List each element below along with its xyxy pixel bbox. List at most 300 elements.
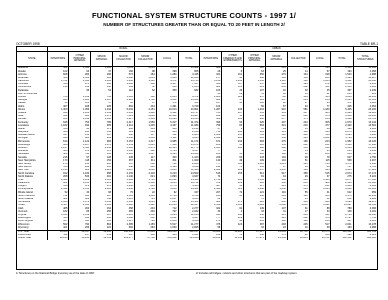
count-cell: 170 bbox=[47, 159, 69, 162]
count-cell: 154 bbox=[69, 134, 91, 137]
structure-counts-table bbox=[17, 47, 377, 240]
count-cell: 716 bbox=[200, 131, 222, 134]
count-cell: 1,391 bbox=[156, 105, 178, 108]
count-cell: 30 bbox=[200, 210, 222, 213]
count-cell: 1,160 bbox=[69, 172, 91, 175]
count-cell: 731 bbox=[156, 163, 178, 166]
count-cell: 311 bbox=[134, 159, 156, 162]
count-cell: 498 bbox=[134, 150, 156, 153]
count-cell: 68 bbox=[91, 191, 113, 194]
count-cell: 997 bbox=[91, 214, 113, 217]
count-cell: 676 bbox=[69, 185, 91, 188]
count-cell: 4 bbox=[222, 210, 244, 213]
count-cell: 212 bbox=[200, 234, 222, 237]
count-cell: 37 bbox=[91, 70, 113, 73]
count-cell: 1,658 bbox=[69, 80, 91, 83]
count-cell: 7,754 bbox=[353, 217, 377, 220]
count-cell: 4,372 bbox=[156, 80, 178, 83]
count-cell: 350 bbox=[244, 73, 266, 76]
count-cell: 62 bbox=[200, 198, 222, 201]
count-cell: 785 bbox=[91, 121, 113, 124]
count-cell: 102 bbox=[200, 105, 222, 108]
count-cell: 22 bbox=[134, 191, 156, 194]
count-cell: 14,040 bbox=[353, 214, 377, 217]
count-cell: 822 bbox=[69, 169, 91, 172]
count-cell: 413 bbox=[265, 214, 287, 217]
count-cell: 1,199 bbox=[69, 96, 91, 99]
count-cell: 293 bbox=[265, 223, 287, 226]
column-header: INTERSTATE bbox=[200, 52, 222, 67]
count-cell: 397 bbox=[91, 134, 113, 137]
count-cell: 407 bbox=[200, 185, 222, 188]
count-cell: 969 bbox=[265, 179, 287, 182]
count-cell: 551 bbox=[178, 102, 200, 105]
count-cell: 1,750 bbox=[353, 156, 377, 159]
count-cell: 95 bbox=[69, 89, 91, 92]
count-cell: 2,118 bbox=[134, 172, 156, 175]
count-cell: 5,222 bbox=[353, 175, 377, 178]
count-cell: 109 bbox=[244, 159, 266, 162]
count-cell: 14,500 bbox=[178, 172, 200, 175]
count-cell: 3,695 bbox=[331, 134, 353, 137]
count-cell: 2,621 bbox=[353, 234, 377, 237]
count-cell: 8,935 bbox=[353, 83, 377, 86]
count-cell: 248 bbox=[244, 234, 266, 237]
count-cell: 2,812 bbox=[69, 204, 91, 207]
count-cell: 1,149 bbox=[91, 112, 113, 115]
count-cell: 115 bbox=[309, 159, 331, 162]
count-cell: 166 bbox=[113, 70, 135, 73]
count-cell: 33 bbox=[287, 105, 309, 108]
count-cell: 1,174 bbox=[91, 115, 113, 118]
count-cell: 517 bbox=[309, 223, 331, 226]
count-cell: 1,338 bbox=[69, 67, 91, 71]
column-header: LOCAL bbox=[309, 52, 331, 67]
count-cell: 2,005 bbox=[156, 96, 178, 99]
count-cell: 10,244 bbox=[353, 195, 377, 198]
count-cell: 798 bbox=[69, 153, 91, 156]
count-cell: 2,232 bbox=[91, 147, 113, 150]
count-cell: 1,106 bbox=[91, 118, 113, 121]
count-cell: 61 bbox=[287, 207, 309, 210]
count-cell: 1,054 bbox=[47, 214, 69, 217]
count-cell: 12,751 bbox=[287, 230, 309, 234]
count-cell: 606 bbox=[69, 198, 91, 201]
count-cell: 26,206 bbox=[353, 108, 377, 111]
count-cell: 5,405 bbox=[331, 108, 353, 111]
state-name-cell: Michigan bbox=[18, 137, 29, 140]
count-cell: 706 bbox=[47, 96, 69, 99]
count-cell: 790 bbox=[265, 96, 287, 99]
count-cell: 161 bbox=[222, 73, 244, 76]
state-name-cell: Maryland bbox=[18, 130, 29, 134]
count-cell: 4,988 bbox=[353, 73, 377, 76]
count-cell: 556 bbox=[47, 83, 69, 86]
count-cell: 515 bbox=[200, 172, 222, 175]
count-cell: 410 bbox=[244, 67, 266, 71]
count-cell: 92 bbox=[156, 191, 178, 194]
count-cell: 4,296 bbox=[113, 179, 135, 182]
count-cell: 275 bbox=[331, 175, 353, 178]
count-cell: 3,985 bbox=[156, 140, 178, 143]
count-cell: 618 bbox=[156, 86, 178, 89]
count-cell: 568 bbox=[331, 159, 353, 162]
state-name-cell: Connecticut bbox=[18, 86, 32, 89]
count-cell: 42 bbox=[222, 220, 244, 223]
count-cell: 250,042 bbox=[156, 237, 178, 240]
count-cell: 2,183 bbox=[113, 153, 135, 156]
count-cell: 13,814 bbox=[156, 204, 178, 207]
count-cell: 790 bbox=[69, 223, 91, 226]
count-cell: 704 bbox=[244, 134, 266, 137]
count-cell: 673 bbox=[69, 83, 91, 86]
count-cell: 243 bbox=[222, 131, 244, 134]
count-cell: 2,211 bbox=[113, 124, 135, 127]
count-cell: 337 bbox=[244, 83, 266, 86]
count-cell: 524 bbox=[244, 99, 266, 102]
count-cell: 563 bbox=[309, 96, 331, 99]
count-cell: 11,256 bbox=[178, 214, 200, 217]
count-cell: 49 bbox=[222, 159, 244, 162]
count-cell: 1,268 bbox=[244, 188, 266, 191]
count-cell: 1,653 bbox=[178, 86, 200, 89]
count-cell: 442 bbox=[244, 195, 266, 198]
count-cell: 216 bbox=[69, 163, 91, 166]
count-cell: 568 bbox=[47, 77, 69, 80]
count-cell: 1,251 bbox=[287, 204, 309, 207]
count-cell: 3,445 bbox=[178, 73, 200, 76]
count-cell: 602 bbox=[265, 201, 287, 204]
count-cell: 493 bbox=[91, 217, 113, 220]
count-cell: 21,259 bbox=[265, 237, 287, 240]
count-cell: 234 bbox=[91, 166, 113, 169]
count-cell: 52 bbox=[309, 198, 331, 201]
count-cell: 25,120 bbox=[353, 147, 377, 150]
count-cell: 409 bbox=[134, 128, 156, 131]
count-cell: 647 bbox=[331, 156, 353, 159]
count-cell: 2,119 bbox=[113, 195, 135, 198]
count-cell: 547 bbox=[113, 163, 135, 166]
count-cell: 1,112 bbox=[265, 80, 287, 83]
count-cell: 92 bbox=[287, 234, 309, 237]
count-cell: 1,140 bbox=[47, 169, 69, 172]
count-cell: 1,776 bbox=[156, 185, 178, 188]
count-cell: 1,120 bbox=[156, 166, 178, 169]
count-cell: 163 bbox=[331, 226, 353, 230]
count-cell: 98 bbox=[134, 70, 156, 73]
count-cell: 1,315 bbox=[91, 179, 113, 182]
count-cell: 246 bbox=[134, 210, 156, 213]
count-cell: 124 bbox=[222, 223, 244, 226]
count-cell: 1,050 bbox=[156, 226, 178, 230]
count-cell: 64 bbox=[69, 70, 91, 73]
count-cell: 219 bbox=[222, 217, 244, 220]
count-cell: 212 bbox=[265, 115, 287, 118]
count-cell: 3,111 bbox=[113, 67, 135, 71]
state-name-cell: Nebraska bbox=[18, 153, 29, 156]
count-cell: 463 bbox=[91, 83, 113, 86]
count-cell: 4,054 bbox=[353, 105, 377, 108]
count-cell: 347 bbox=[287, 112, 309, 115]
count-cell: 3,640 bbox=[113, 188, 135, 191]
count-cell: 471 bbox=[331, 102, 353, 105]
count-cell: 107 bbox=[222, 112, 244, 115]
column-header: TOTAL bbox=[178, 52, 200, 67]
count-cell: 1,056 bbox=[265, 188, 287, 191]
count-cell: 9,813 bbox=[156, 182, 178, 185]
count-cell: 39,028 bbox=[47, 230, 69, 234]
count-cell: 5,083 bbox=[353, 131, 377, 134]
count-cell: 5,034 bbox=[113, 108, 135, 111]
count-cell: 1,176 bbox=[91, 144, 113, 147]
count-cell: 462 bbox=[134, 83, 156, 86]
count-cell: 62 bbox=[134, 89, 156, 92]
count-cell: 705 bbox=[200, 112, 222, 115]
count-cell: 473 bbox=[309, 115, 331, 118]
column-header: MINOR COLLECTOR bbox=[134, 52, 156, 67]
count-cell: 18,742 bbox=[178, 182, 200, 185]
column-header: OTHER PRINCIPAL ARTERIAL bbox=[69, 52, 91, 67]
count-cell: 25,761 bbox=[353, 118, 377, 121]
count-cell: 737 bbox=[331, 166, 353, 169]
count-cell: 13,144 bbox=[353, 121, 377, 124]
state-name-cell: Alaska bbox=[18, 70, 26, 73]
count-cell: 268 bbox=[47, 175, 69, 178]
count-cell: 834 bbox=[331, 153, 353, 156]
state-name-cell: New Hampshire bbox=[18, 159, 36, 162]
count-cell: 391 bbox=[309, 214, 331, 217]
count-cell: 291 bbox=[265, 83, 287, 86]
count-cell: 549 bbox=[287, 169, 309, 172]
count-cell: 9,325 bbox=[156, 153, 178, 156]
count-cell: 1,237 bbox=[47, 147, 69, 150]
count-cell: 89 bbox=[309, 166, 331, 169]
count-cell: 39 bbox=[287, 89, 309, 92]
count-cell: 47 bbox=[309, 175, 331, 178]
state-name-cell: Florida bbox=[18, 95, 26, 98]
count-cell: 20,661 bbox=[353, 188, 377, 191]
count-cell: 34 bbox=[69, 191, 91, 194]
count-cell: 16,737 bbox=[178, 112, 200, 115]
count-cell: 4,570 bbox=[331, 163, 353, 166]
count-cell: 73 bbox=[244, 198, 266, 201]
count-cell: 11,174 bbox=[178, 140, 200, 143]
count-cell: 646 bbox=[244, 214, 266, 217]
state-name-cell: Virginia bbox=[18, 213, 27, 216]
count-cell: 131,342 bbox=[331, 230, 353, 234]
count-cell: 3,860 bbox=[156, 169, 178, 172]
count-cell: 491 bbox=[91, 175, 113, 178]
count-cell: 512 bbox=[156, 134, 178, 137]
count-cell: 6,850 bbox=[353, 163, 377, 166]
count-cell: 33 bbox=[222, 89, 244, 92]
state-name-cell: U.S. Total bbox=[17, 230, 47, 234]
count-cell: 12,839 bbox=[353, 137, 377, 140]
count-cell: 598 bbox=[287, 80, 309, 83]
state-name-cell: Missouri bbox=[18, 146, 28, 149]
count-cell: 2,273 bbox=[331, 131, 353, 134]
count-cell: 605 bbox=[244, 137, 266, 140]
count-cell: 207 bbox=[200, 191, 222, 194]
count-cell: 294 bbox=[287, 99, 309, 102]
count-cell: 57,786 bbox=[134, 237, 156, 240]
count-cell: 305 bbox=[309, 121, 331, 124]
count-cell: 11,232 bbox=[156, 179, 178, 182]
count-cell: 282 bbox=[222, 137, 244, 140]
count-cell: 2,277 bbox=[178, 207, 200, 210]
count-cell: 107 bbox=[265, 207, 287, 210]
count-cell: 104 bbox=[265, 156, 287, 159]
count-cell: 234 bbox=[309, 118, 331, 121]
count-cell: 11,474 bbox=[178, 121, 200, 124]
count-cell: 140 bbox=[200, 159, 222, 162]
count-cell: 225 bbox=[91, 105, 113, 108]
count-cell: 6,869 bbox=[353, 185, 377, 188]
count-cell: 934 bbox=[69, 195, 91, 198]
count-cell: 2,417 bbox=[113, 121, 135, 124]
count-cell: 21,116 bbox=[178, 179, 200, 182]
count-cell: 6,418 bbox=[113, 204, 135, 207]
count-cell: 1,608 bbox=[331, 118, 353, 121]
count-cell: 15,514 bbox=[353, 99, 377, 102]
count-cell: 14 bbox=[287, 150, 309, 153]
count-cell: 185 bbox=[287, 195, 309, 198]
report-date: OCTOBER 1998 bbox=[16, 42, 40, 46]
count-cell: 109 bbox=[222, 182, 244, 185]
count-cell: 905 bbox=[91, 77, 113, 80]
count-cell: 255 bbox=[287, 182, 309, 185]
count-cell: 99 bbox=[265, 128, 287, 131]
count-cell: 58 bbox=[200, 226, 222, 230]
count-cell: 56 bbox=[244, 105, 266, 108]
count-cell: 104 bbox=[265, 159, 287, 162]
count-cell: 2,032 bbox=[178, 210, 200, 213]
count-cell: 1,475 bbox=[331, 195, 353, 198]
count-cell: 19,423 bbox=[353, 112, 377, 115]
count-cell: 10,435 bbox=[353, 96, 377, 99]
count-cell: 1,134 bbox=[244, 179, 266, 182]
count-cell: 27 bbox=[287, 102, 309, 105]
count-cell: 1,578 bbox=[331, 83, 353, 86]
count-cell: 558 bbox=[91, 198, 113, 201]
state-name-cell: Oklahoma bbox=[18, 181, 30, 185]
count-cell: 1,016 bbox=[69, 118, 91, 121]
count-cell: 1,176 bbox=[69, 201, 91, 204]
count-cell: 1,022 bbox=[353, 102, 377, 105]
count-cell: 4,437 bbox=[156, 124, 178, 127]
count-cell: 448 bbox=[265, 147, 287, 150]
count-cell: 8,162 bbox=[156, 112, 178, 115]
count-cell: 533,848 bbox=[178, 237, 200, 240]
count-cell: 826 bbox=[244, 201, 266, 204]
count-cell: 248 bbox=[91, 86, 113, 89]
count-cell: 2,325 bbox=[331, 99, 353, 102]
count-cell: 421 bbox=[47, 226, 69, 230]
count-cell: 39 bbox=[309, 226, 331, 230]
count-cell: 152 bbox=[91, 159, 113, 162]
count-cell: 323 bbox=[287, 137, 309, 140]
count-cell: 1,631 bbox=[178, 234, 200, 237]
count-cell: 155 bbox=[222, 172, 244, 175]
count-cell: 132,332 bbox=[331, 237, 353, 240]
count-cell: 481 bbox=[287, 201, 309, 204]
count-cell: 1,048 bbox=[47, 201, 69, 204]
count-cell: 33 bbox=[244, 226, 266, 230]
count-cell: 789 bbox=[331, 207, 353, 210]
count-cell: 45 bbox=[309, 89, 331, 92]
state-name-cell: Oregon bbox=[18, 184, 27, 188]
count-cell: 1,043 bbox=[200, 147, 222, 150]
count-cell: 264 bbox=[69, 207, 91, 210]
count-cell: 671 bbox=[200, 140, 222, 143]
column-header: COLLECTOR bbox=[287, 52, 309, 67]
count-cell: 532,217 bbox=[178, 230, 200, 234]
count-cell: 272 bbox=[309, 83, 331, 86]
count-cell: 6,277 bbox=[331, 179, 353, 182]
count-cell: 2,385 bbox=[113, 223, 135, 226]
count-cell: 912 bbox=[47, 172, 69, 175]
count-cell: 6,080 bbox=[331, 188, 353, 191]
count-cell: 1,159 bbox=[134, 223, 156, 226]
count-cell: 2,008 bbox=[265, 204, 287, 207]
count-cell: 404 bbox=[134, 105, 156, 108]
count-cell: 777 bbox=[200, 217, 222, 220]
count-cell: 292 bbox=[200, 166, 222, 169]
count-cell: 27,393 bbox=[353, 179, 377, 182]
count-cell: 7,019 bbox=[113, 115, 135, 118]
count-cell: 1,106 bbox=[69, 112, 91, 115]
count-cell: 712 bbox=[156, 207, 178, 210]
count-cell: 1,211 bbox=[91, 201, 113, 204]
count-cell: 78 bbox=[222, 234, 244, 237]
count-cell: 5,370 bbox=[156, 67, 178, 71]
count-cell: 1,016 bbox=[91, 67, 113, 71]
count-cell: 234 bbox=[222, 140, 244, 143]
count-cell: 4,206 bbox=[353, 86, 377, 89]
count-cell: 94 bbox=[69, 128, 91, 131]
count-cell: 1,145 bbox=[309, 188, 331, 191]
count-cell: 1,329 bbox=[309, 179, 331, 182]
count-cell: 2,205 bbox=[134, 144, 156, 147]
count-cell: 225 bbox=[353, 93, 377, 96]
count-cell: 754 bbox=[69, 121, 91, 124]
state-name-cell: Wisconsin bbox=[18, 223, 30, 226]
count-cell: 384 bbox=[156, 234, 178, 237]
count-cell: 90 bbox=[265, 102, 287, 105]
count-cell: 795 bbox=[134, 198, 156, 201]
count-cell: 12,843 bbox=[287, 237, 309, 240]
count-cell: 3,066 bbox=[353, 207, 377, 210]
count-cell: 97 bbox=[69, 156, 91, 159]
state-name-cell: Illinois bbox=[18, 108, 25, 111]
count-cell: 523 bbox=[287, 163, 309, 166]
count-cell: 13 bbox=[287, 93, 309, 96]
count-cell: 88 bbox=[309, 207, 331, 210]
count-cell: 843 bbox=[47, 99, 69, 102]
count-cell: 1,219 bbox=[91, 182, 113, 185]
count-cell: 517 bbox=[265, 172, 287, 175]
state-name-cell: Rhode Island bbox=[18, 191, 33, 194]
count-cell: 498 bbox=[69, 217, 91, 220]
count-cell: 204 bbox=[134, 207, 156, 210]
count-cell: 13,697 bbox=[331, 204, 353, 207]
count-cell: 371 bbox=[91, 128, 113, 131]
state-name-cell: Kansas bbox=[18, 118, 27, 121]
count-cell: 112 bbox=[47, 234, 69, 237]
count-cell: 685 bbox=[134, 185, 156, 188]
count-cell: 1,670 bbox=[331, 121, 353, 124]
count-cell: 1,556 bbox=[134, 121, 156, 124]
